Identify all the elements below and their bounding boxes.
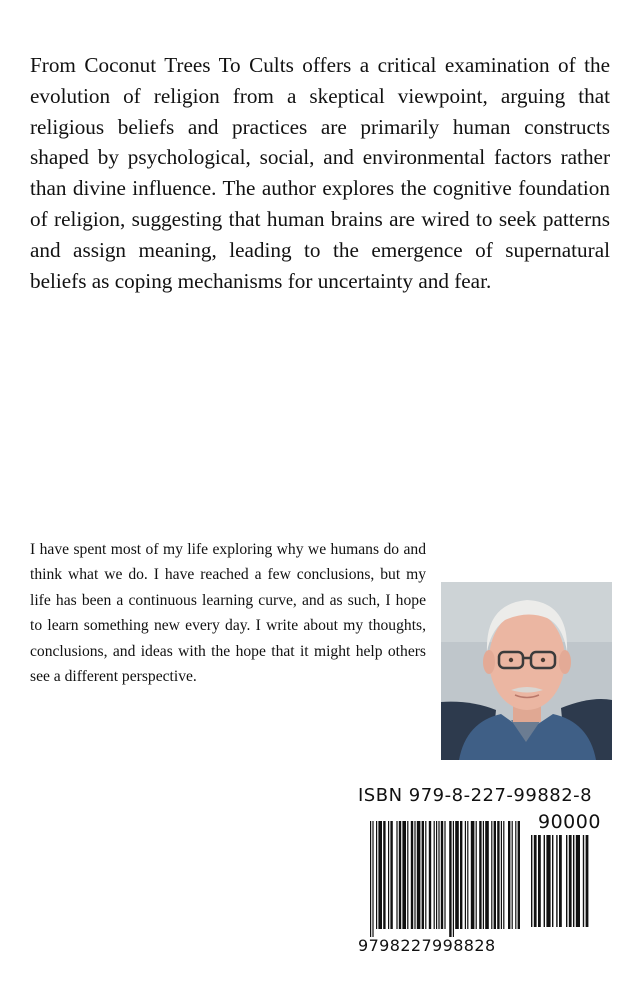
isbn-label: ISBN 979-8-227-99882-8 [358,785,593,806]
price-code: 90000 [538,811,601,833]
book-blurb: From Coconut Trees To Cults offers a critical examination of the evolution of religion from a skeptical viewpoint, arguing that religious beliefs and practices are primarily human constructs shaped by psychological, social, and environmental factors rather than divine influence. The author explores the cognitive foundation of religion, suggesting that human brains are wired to seek patterns and assign meaning, leading to the emergence of supernatural beliefs as coping mechanisms for uncertainty and fear. [30,53,610,293]
author-photo [441,582,612,760]
author-bio: I have spent most of my life exploring why we humans do and think what we do. I have reached a few conclusions, but my life has been a continuous learning curve, and as such, I hope to learn something new every day. I write about my thoughts, conclusions, and ideas with the hope that it might help others see a different perspective. [30,541,426,686]
isbn-barcode [356,785,614,963]
barcode-digits: 9798227998828 [358,936,496,955]
barcode-bars [370,821,520,937]
addon-barcode-bars [531,835,603,935]
